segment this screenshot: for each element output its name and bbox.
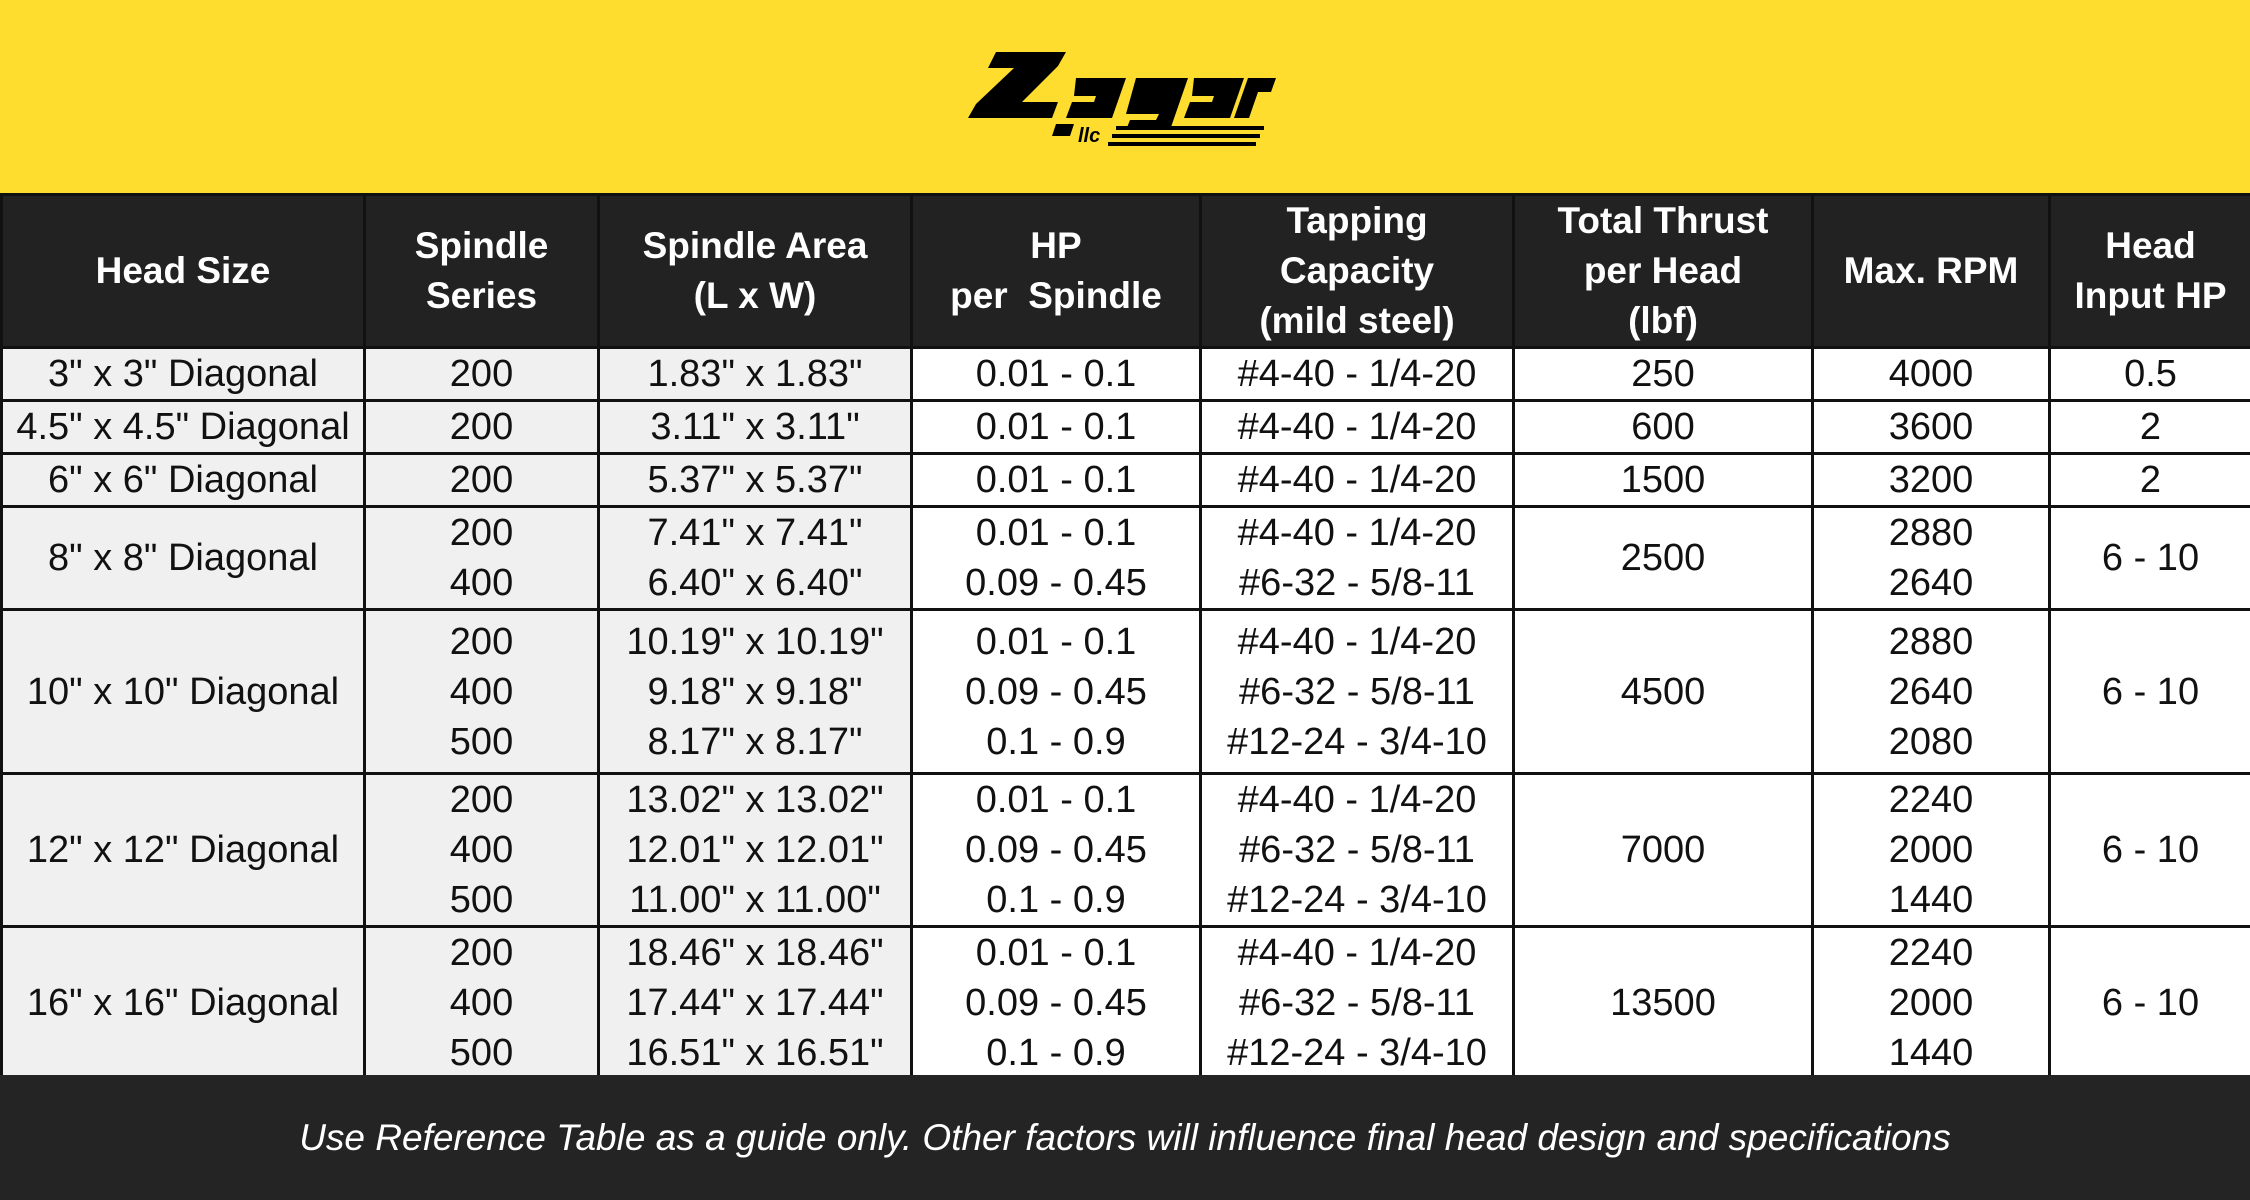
column-header-line: Head (2105, 225, 2196, 266)
head-input-hp-cell: 6 - 10 (2050, 610, 2250, 774)
spindle-series-cell-line: 500 (449, 720, 514, 763)
footer-note-text: Use Reference Table as a guide only. Other factors will influence final head design and specifications (299, 1116, 1951, 1158)
column-header-max-rpm (1813, 195, 2050, 348)
spindle-series-cell (365, 401, 599, 454)
table-row (2, 774, 2250, 927)
spindle-area-cell-line: 17.44" x 17.44" (626, 982, 884, 1024)
table-header-row (2, 195, 2250, 348)
spindle-area-cell-line: 16.51" x 16.51" (626, 1032, 884, 1074)
footer-note (0, 1075, 2250, 1200)
max-rpm-cell-line: 2000 (1888, 982, 1974, 1024)
head-size-cell: 4.5" x 4.5" Diagonal (2, 401, 365, 454)
max-rpm-cell-line: 3600 (1888, 406, 1974, 448)
spindle-area-cell-line: 13.02" x 13.02" (626, 779, 884, 821)
tapping-capacity-cell (1201, 348, 1514, 401)
column-header-total-thrust (1514, 195, 1813, 348)
hp-per-spindle-cell (912, 401, 1201, 454)
tapping-capacity-cell-line: #12-24 - 3/4-10 (1227, 720, 1487, 763)
spindle-series-cell-line: 500 (449, 1032, 514, 1074)
spindle-series-cell (365, 348, 599, 401)
max-rpm-cell (1813, 401, 2050, 454)
column-header-line: per Spindle (950, 275, 1162, 316)
table-row (2, 507, 2250, 610)
tapping-capacity-cell-line: #4-40 - 1/4-20 (1237, 779, 1477, 821)
total-thrust-cell: 13500 (1514, 927, 1813, 1080)
spindle-series-cell (365, 927, 599, 1080)
tapping-capacity-cell-line: #6-32 - 5/8-11 (1239, 982, 1475, 1024)
head-input-hp-cell: 0.5 (2050, 348, 2250, 401)
max-rpm-cell-line: 1440 (1888, 1032, 1974, 1074)
table-row (2, 348, 2250, 401)
hp-per-spindle-cell (912, 774, 1201, 927)
spindle-area-cell (599, 507, 912, 610)
total-thrust-cell: 1500 (1514, 454, 1813, 507)
spindle-series-cell-line: 200 (449, 932, 514, 974)
column-header-head-input-hp (2050, 195, 2250, 348)
tapping-capacity-cell (1201, 507, 1514, 610)
head-input-hp-cell: 6 - 10 (2050, 507, 2250, 610)
total-thrust-cell: 4500 (1514, 610, 1813, 774)
spindle-series-cell-line: 400 (449, 670, 514, 713)
table-row (2, 454, 2250, 507)
tapping-capacity-cell (1201, 774, 1514, 927)
spec-table (0, 193, 2250, 1081)
spindle-area-cell-line: 6.40" x 6.40" (647, 562, 863, 604)
tapping-capacity-cell-line: #12-24 - 3/4-10 (1227, 879, 1487, 921)
head-size-cell: 16" x 16" Diagonal (2, 927, 365, 1080)
hp-per-spindle-cell (912, 454, 1201, 507)
spindle-area-cell-line: 5.37" x 5.37" (647, 459, 863, 501)
spindle-area-cell (599, 927, 912, 1080)
max-rpm-cell-line: 2240 (1888, 932, 1974, 974)
head-size-cell: 3" x 3" Diagonal (2, 348, 365, 401)
column-header-line: (L x W) (693, 275, 817, 316)
head-input-hp-cell: 2 (2050, 454, 2250, 507)
brand-header (0, 0, 2250, 193)
hp-per-spindle-cell-line: 0.01 - 0.1 (975, 459, 1137, 501)
column-header-tapping-capacity (1201, 195, 1514, 348)
max-rpm-cell (1813, 927, 2050, 1080)
max-rpm-cell (1813, 454, 2050, 507)
spindle-series-cell-line: 200 (449, 512, 514, 554)
head-input-hp-cell: 6 - 10 (2050, 927, 2250, 1080)
spindle-area-cell-line: 9.18" x 9.18" (647, 670, 863, 713)
tapping-capacity-cell-line: #4-40 - 1/4-20 (1237, 932, 1477, 974)
max-rpm-cell-line: 2640 (1888, 562, 1974, 604)
tapping-capacity-cell-line: #12-24 - 3/4-10 (1227, 1032, 1487, 1074)
svg-text:llc: llc (1078, 125, 1101, 147)
hp-per-spindle-cell-line: 0.01 - 0.1 (975, 620, 1137, 663)
tapping-capacity-cell-line: #4-40 - 1/4-20 (1237, 620, 1477, 663)
spindle-series-cell (365, 610, 599, 774)
column-header-line: Input HP (2074, 275, 2227, 316)
max-rpm-cell-line: 2240 (1888, 779, 1974, 821)
max-rpm-cell-line: 2640 (1888, 670, 1974, 713)
table-row (2, 610, 2250, 774)
hp-per-spindle-cell-line: 0.09 - 0.45 (965, 829, 1147, 871)
spindle-series-cell-line: 400 (449, 829, 514, 871)
tapping-capacity-cell-line: #4-40 - 1/4-20 (1237, 512, 1477, 554)
hp-per-spindle-cell (912, 507, 1201, 610)
max-rpm-cell-line: 3200 (1888, 459, 1974, 501)
max-rpm-cell-line: 2880 (1888, 620, 1974, 663)
column-header-line: Spindle Area (642, 225, 868, 266)
hp-per-spindle-cell (912, 348, 1201, 401)
spindle-series-cell-line: 400 (449, 562, 514, 604)
head-input-hp-cell: 2 (2050, 401, 2250, 454)
hp-per-spindle-cell-line: 0.1 - 0.9 (986, 720, 1126, 763)
max-rpm-cell-line: 2880 (1888, 512, 1974, 554)
max-rpm-cell-line: 1440 (1888, 879, 1974, 921)
spindle-area-cell (599, 401, 912, 454)
column-header-line: per Head (1583, 250, 1743, 291)
column-header-line: (lbf) (1628, 300, 1698, 341)
hp-per-spindle-cell (912, 927, 1201, 1080)
column-header-head-size (2, 195, 365, 348)
spindle-area-cell-line: 10.19" x 10.19" (626, 620, 884, 663)
spindle-area-cell (599, 454, 912, 507)
tapping-capacity-cell (1201, 401, 1514, 454)
table-row (2, 401, 2250, 454)
spindle-series-cell (365, 507, 599, 610)
hp-per-spindle-cell-line: 0.09 - 0.45 (965, 982, 1147, 1024)
spindle-area-cell (599, 774, 912, 927)
spindle-area-cell-line: 8.17" x 8.17" (647, 720, 863, 763)
total-thrust-cell: 2500 (1514, 507, 1813, 610)
tapping-capacity-cell-line: #4-40 - 1/4-20 (1237, 406, 1477, 448)
tapping-capacity-cell-line: #4-40 - 1/4-20 (1237, 353, 1477, 395)
tapping-capacity-cell (1201, 927, 1514, 1080)
max-rpm-cell (1813, 507, 2050, 610)
spindle-series-cell (365, 774, 599, 927)
tapping-capacity-cell-line: #4-40 - 1/4-20 (1237, 459, 1477, 501)
table-body (2, 348, 2250, 1080)
hp-per-spindle-cell-line: 0.1 - 0.9 (986, 1032, 1126, 1074)
spindle-series-cell-line: 200 (449, 620, 514, 663)
max-rpm-cell-line: 2000 (1888, 829, 1974, 871)
zagar-logo (966, 44, 1276, 149)
column-header-line: (mild steel) (1259, 300, 1455, 341)
total-thrust-cell: 7000 (1514, 774, 1813, 927)
spindle-area-cell-line: 1.83" x 1.83" (647, 353, 863, 395)
max-rpm-cell (1813, 348, 2050, 401)
column-header-line: Head Size (95, 250, 271, 291)
column-header-line: Series (425, 275, 538, 316)
column-header-line: Spindle (414, 225, 549, 266)
spindle-series-cell (365, 454, 599, 507)
head-size-cell: 12" x 12" Diagonal (2, 774, 365, 927)
tapping-capacity-cell-line: #6-32 - 5/8-11 (1239, 562, 1475, 604)
column-header-line: Max. RPM (1843, 250, 2019, 291)
column-header-hp-per-spindle (912, 195, 1201, 348)
hp-per-spindle-cell-line: 0.1 - 0.9 (986, 879, 1126, 921)
total-thrust-cell: 600 (1514, 401, 1813, 454)
column-header-line: Tapping (1286, 200, 1428, 241)
head-size-cell: 10" x 10" Diagonal (2, 610, 365, 774)
hp-per-spindle-cell-line: 0.09 - 0.45 (965, 670, 1147, 713)
spindle-series-cell-line: 200 (449, 406, 514, 448)
table-row (2, 927, 2250, 1080)
hp-per-spindle-cell-line: 0.01 - 0.1 (975, 932, 1137, 974)
max-rpm-cell-line: 4000 (1888, 353, 1974, 395)
hp-per-spindle-cell-line: 0.01 - 0.1 (975, 353, 1137, 395)
spindle-area-cell-line: 12.01" x 12.01" (626, 829, 884, 871)
hp-per-spindle-cell-line: 0.09 - 0.45 (965, 562, 1147, 604)
head-input-hp-cell: 6 - 10 (2050, 774, 2250, 927)
spindle-series-cell-line: 200 (449, 779, 514, 821)
total-thrust-cell: 250 (1514, 348, 1813, 401)
spindle-area-cell-line: 11.00" x 11.00" (629, 879, 881, 921)
head-size-cell: 8" x 8" Diagonal (2, 507, 365, 610)
column-header-line: HP (1030, 225, 1082, 266)
column-header-spindle-series (365, 195, 599, 348)
column-header-line: Total Thrust (1557, 200, 1769, 241)
tapping-capacity-cell-line: #6-32 - 5/8-11 (1239, 829, 1475, 871)
hp-per-spindle-cell-line: 0.01 - 0.1 (975, 512, 1137, 554)
max-rpm-cell (1813, 774, 2050, 927)
spindle-area-cell-line: 3.11" x 3.11" (650, 406, 860, 448)
column-header-spindle-area (599, 195, 912, 348)
column-header-line: Capacity (1279, 250, 1435, 291)
spindle-area-cell (599, 348, 912, 401)
spindle-series-cell-line: 400 (449, 982, 514, 1024)
spindle-area-cell-line: 18.46" x 18.46" (626, 932, 884, 974)
head-size-cell: 6" x 6" Diagonal (2, 454, 365, 507)
max-rpm-cell (1813, 610, 2050, 774)
spindle-series-cell-line: 500 (449, 879, 514, 921)
tapping-capacity-cell (1201, 454, 1514, 507)
hp-per-spindle-cell (912, 610, 1201, 774)
spindle-area-cell-line: 7.41" x 7.41" (647, 512, 863, 554)
spindle-series-cell-line: 200 (449, 353, 514, 395)
tapping-capacity-cell-line: #6-32 - 5/8-11 (1239, 670, 1475, 713)
spindle-series-cell-line: 200 (449, 459, 514, 501)
hp-per-spindle-cell-line: 0.01 - 0.1 (975, 406, 1137, 448)
max-rpm-cell-line: 2080 (1888, 720, 1974, 763)
hp-per-spindle-cell-line: 0.01 - 0.1 (975, 779, 1137, 821)
spindle-area-cell (599, 610, 912, 774)
tapping-capacity-cell (1201, 610, 1514, 774)
